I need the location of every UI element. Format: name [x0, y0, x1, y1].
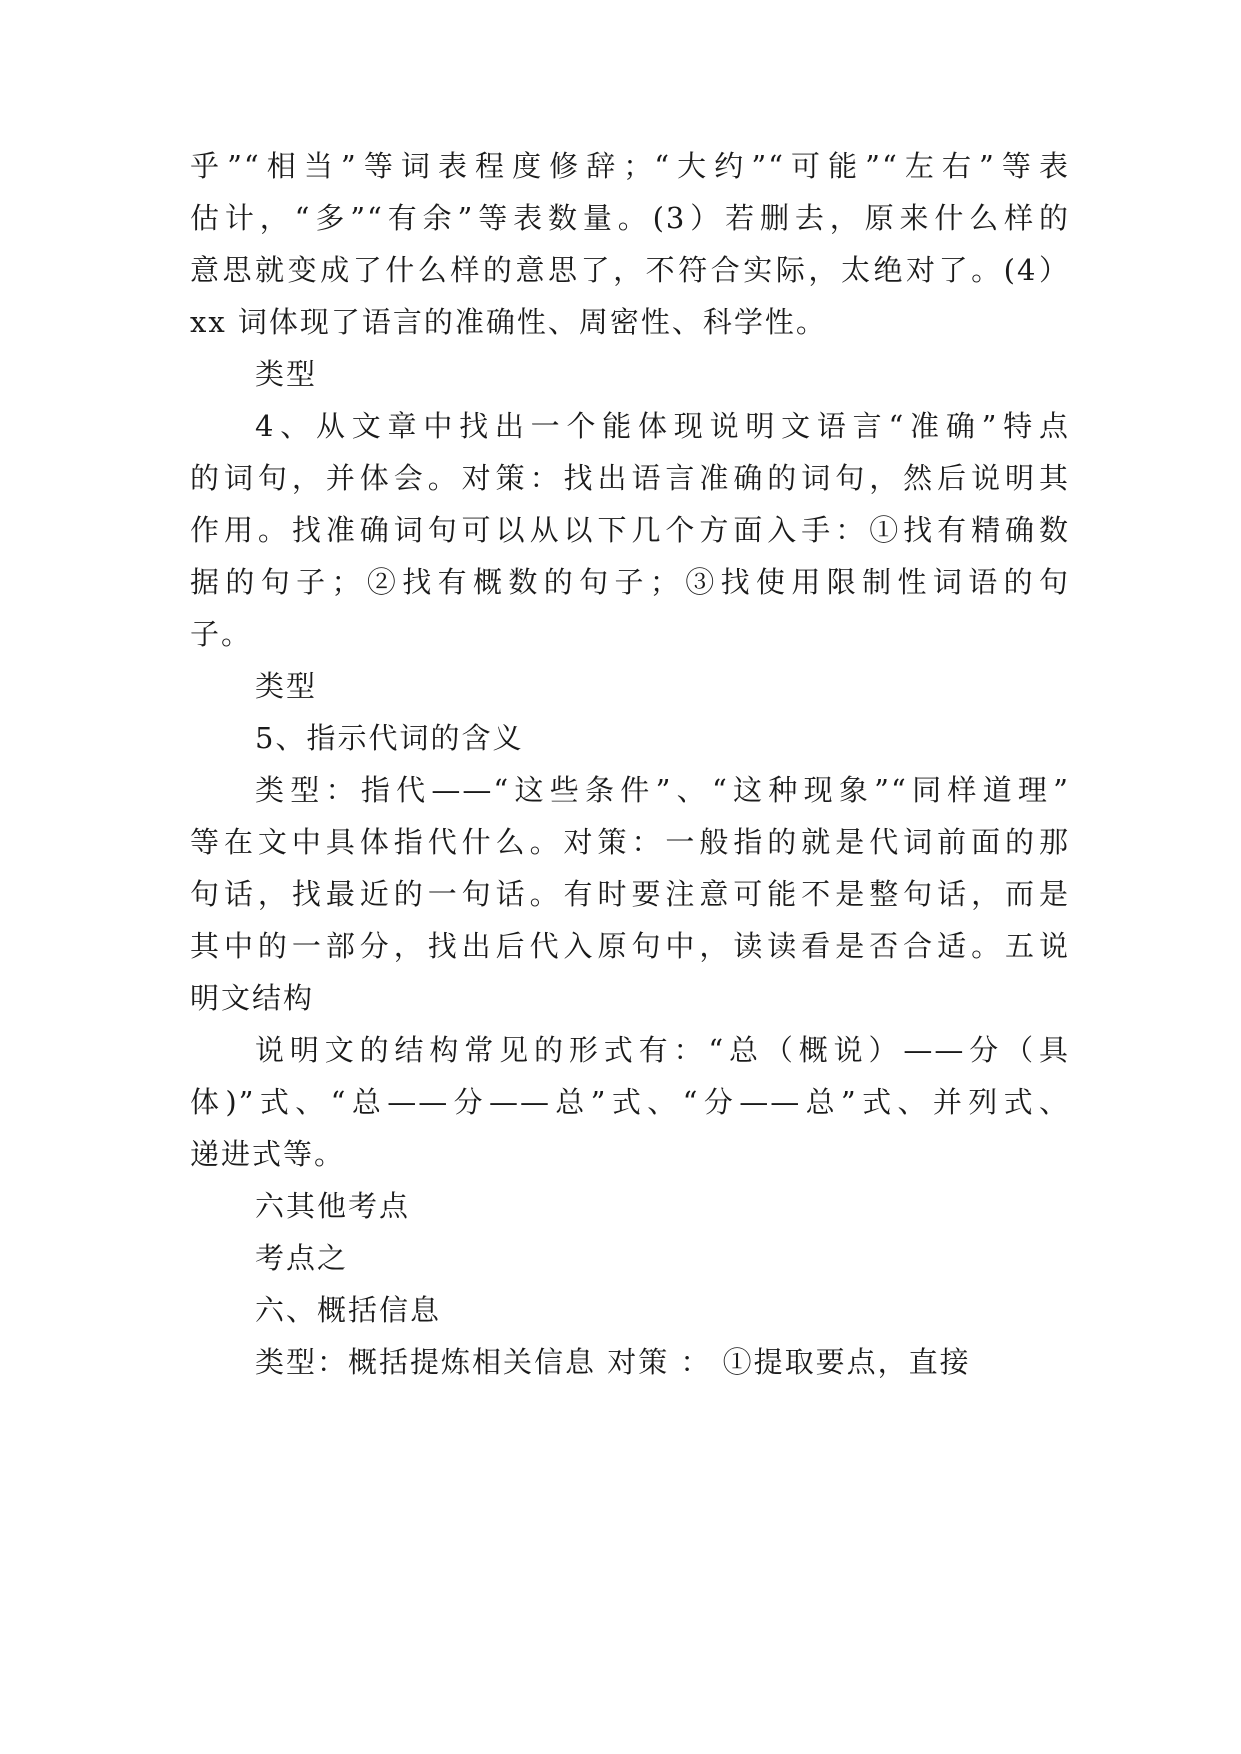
text-line: 的词句，并体会。对策：找出语言准确的词句，然后说明其: [190, 461, 1070, 495]
section-label: 类型: [255, 357, 318, 391]
text-line: 作用。找准确词句可以从以下几个方面入手：①找有精确数: [190, 513, 1070, 547]
text-line: 其中的一部分，找出后代入原句中，读读看是否合适。五说: [190, 929, 1070, 963]
text-line: xx 词体现了语言的准确性、周密性、科学性。: [190, 305, 827, 339]
section-heading: 5、指示代词的含义: [255, 721, 524, 755]
section-label: 类型: [255, 669, 318, 703]
text-line: 据的句子；②找有概数的句子；③找使用限制性词语的句: [190, 565, 1070, 599]
text-line: 等在文中具体指代什么。对策：一般指的就是代词前面的那: [190, 825, 1070, 859]
text-line: 说明文的结构常见的形式有：“总（概说）——分（具: [255, 1033, 1070, 1067]
section-heading: 六其他考点: [255, 1189, 411, 1223]
text-line: 递进式等。: [190, 1137, 346, 1171]
text-line: 类型：指代——“这些条件”、“这种现象”“同样道理”: [255, 773, 1070, 807]
section-heading: 六、概括信息: [255, 1293, 442, 1327]
text-line: 意思就变成了什么样的意思了，不符合实际，太绝对了。(4）: [190, 253, 1070, 287]
text-line: 明文结构: [190, 981, 315, 1015]
text-line: 乎”“相当”等词表程度修辞；“大约”“可能”“左右”等表: [190, 149, 1070, 183]
text-line: 4、从文章中找出一个能体现说明文语言“准确”特点: [255, 409, 1070, 443]
text-line: 类型：概括提炼相关信息 对策 ： ①提取要点，直接: [255, 1345, 971, 1379]
text-line: 体)”式、“总——分——总”式、“分——总”式、并列式、: [190, 1085, 1070, 1119]
text-line: 估计，“多”“有余”等表数量。(3）若删去，原来什么样的: [190, 201, 1070, 235]
section-label: 考点之: [255, 1241, 349, 1275]
text-line: 句话，找最近的一句话。有时要注意可能不是整句话，而是: [190, 877, 1070, 911]
text-line: 子。: [190, 617, 253, 651]
